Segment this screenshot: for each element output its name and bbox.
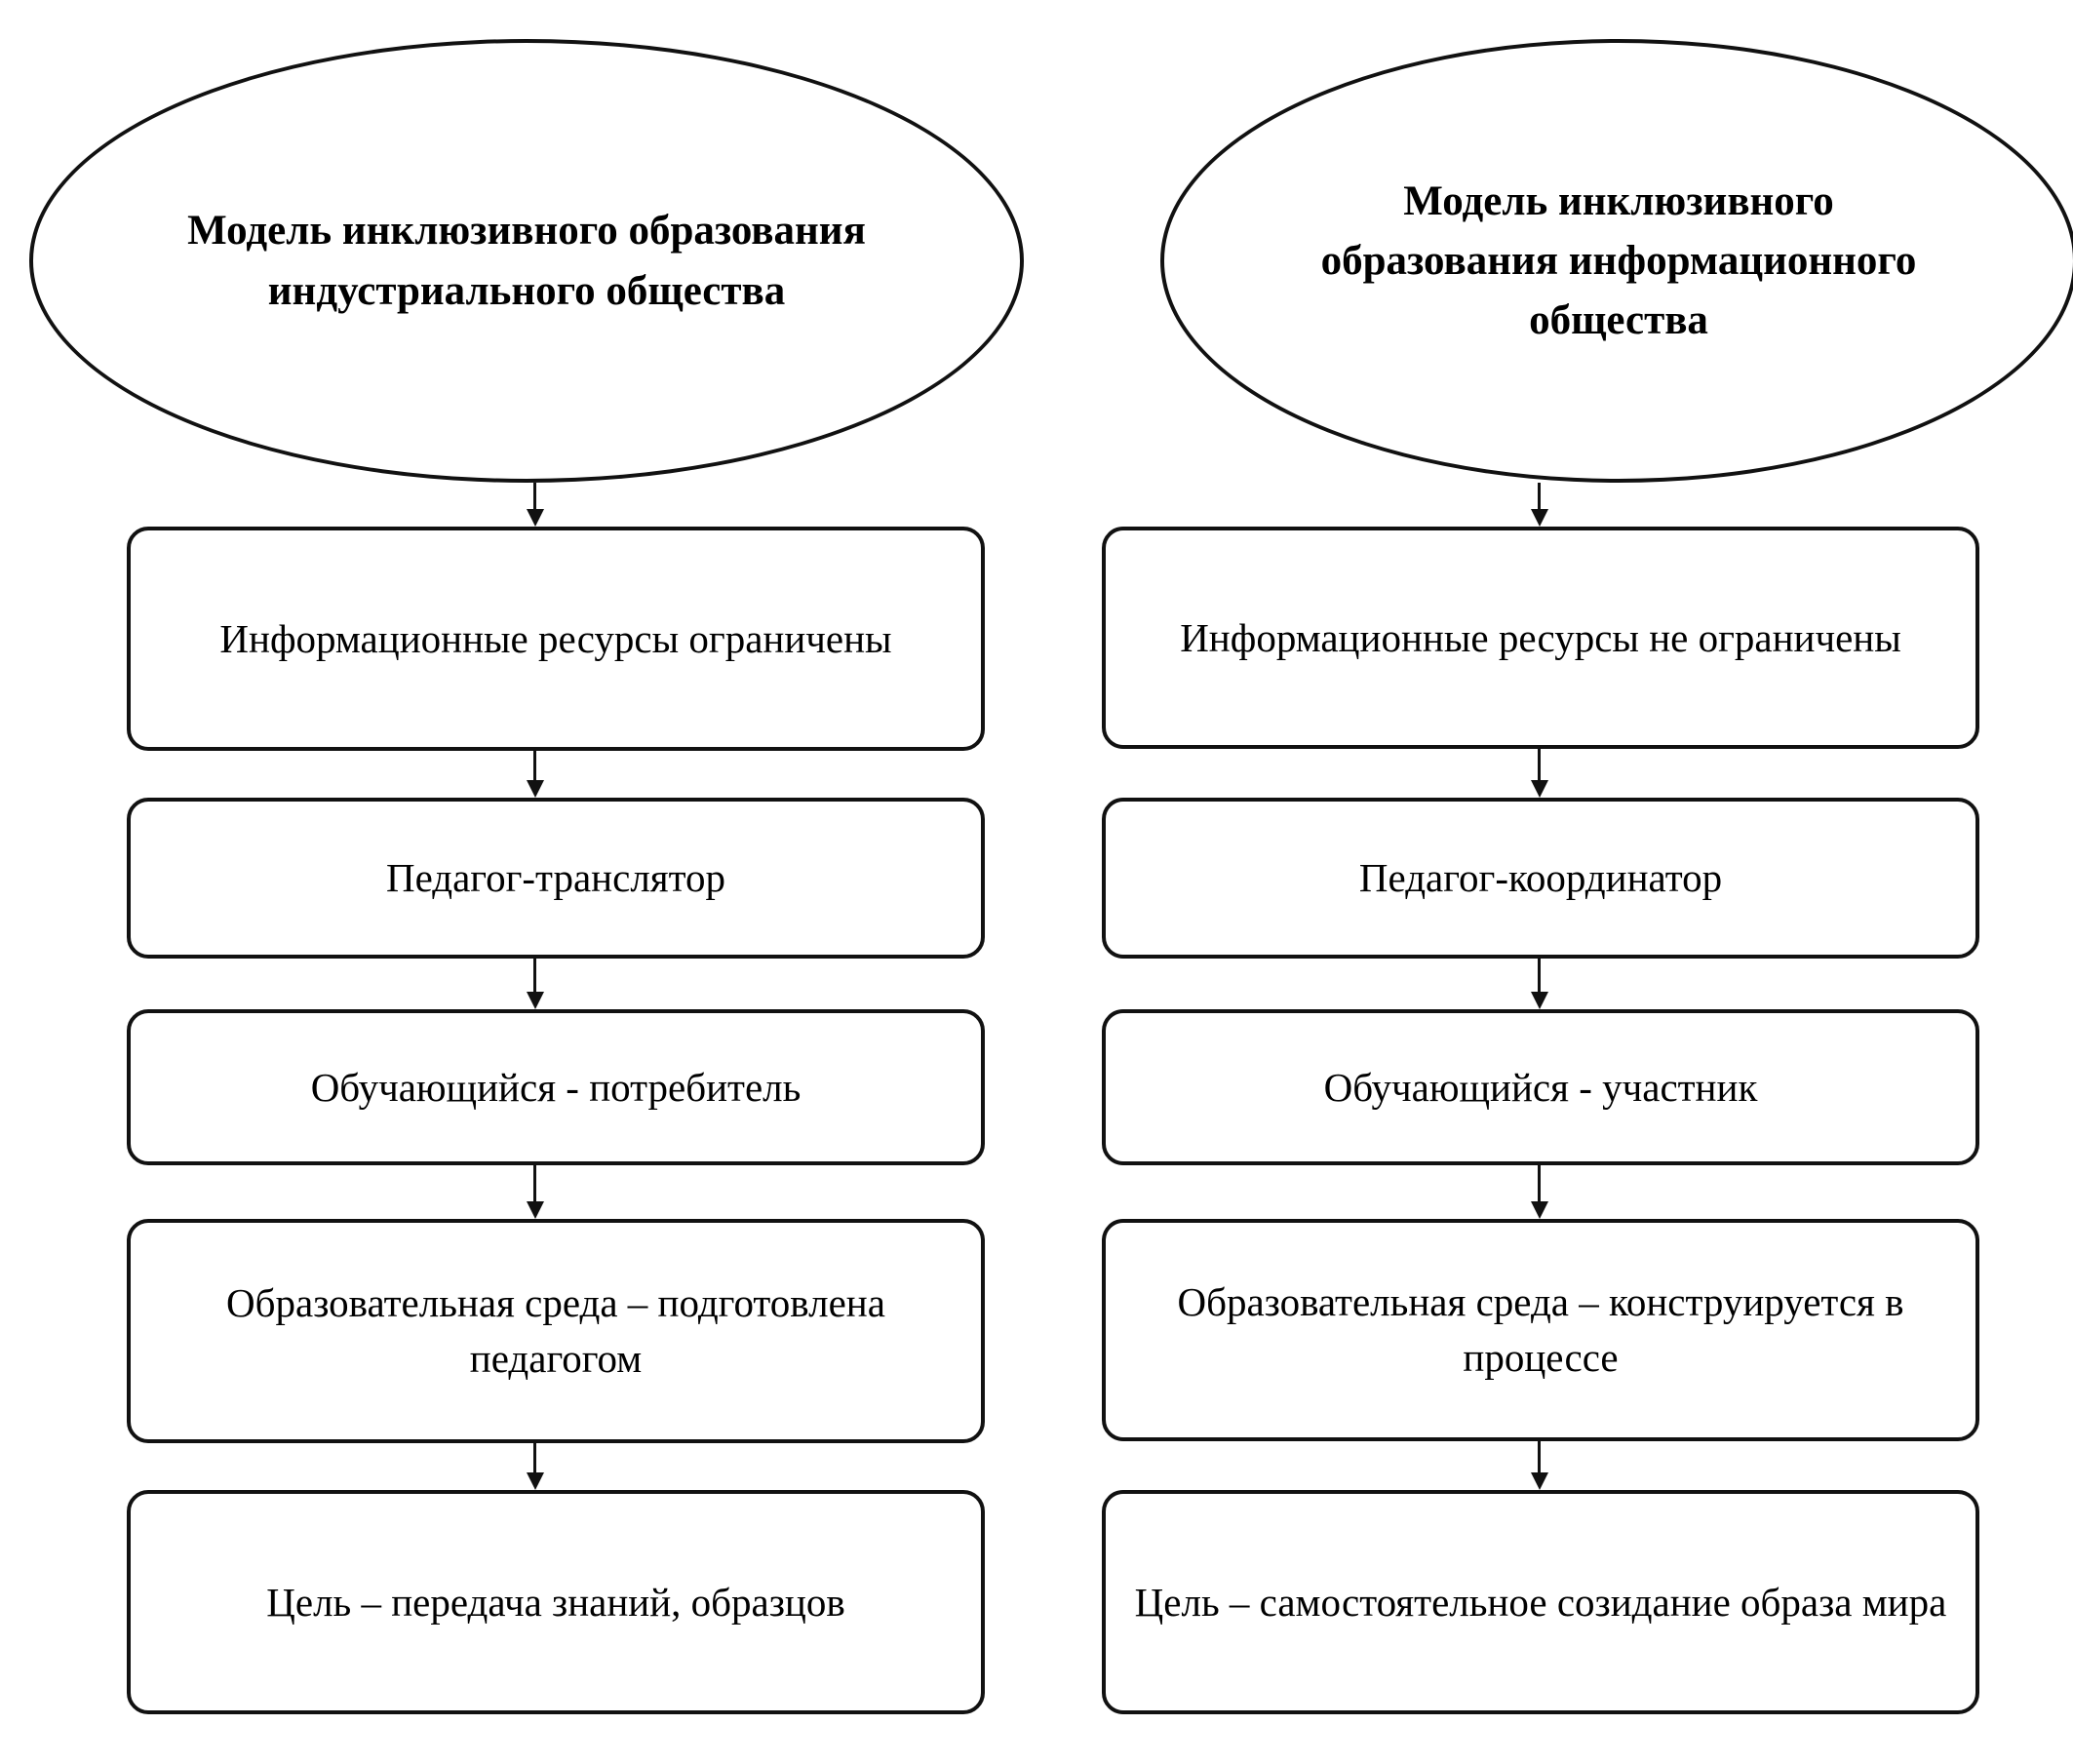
arrow-shaft (1538, 959, 1541, 994)
box-industrial-environment (127, 1219, 985, 1443)
box-information-student-label: Обучающийся - участник (1323, 1064, 1758, 1110)
arrow-information-2 (1527, 959, 1552, 1009)
box-industrial-teacher (127, 798, 985, 959)
arrow-information-3 (1527, 1165, 1552, 1219)
box-industrial-resources-label: Информационные ресурсы ограничены (219, 615, 892, 661)
box-information-goal-label: Цель – самостоятельное созидание образа мира (1134, 1579, 1947, 1625)
arrow-industrial-2 (523, 959, 548, 1009)
box-industrial-student-label: Обучающийся - потребитель (310, 1064, 802, 1110)
oval-information-model (1160, 39, 2073, 483)
arrow-head-icon (1531, 1472, 1548, 1490)
arrow-head-icon (1531, 509, 1548, 527)
arrow-head-icon (1531, 780, 1548, 798)
arrow-head-icon (1531, 992, 1548, 1009)
oval-information-model-label: Модель инклюзивного образования информационного общества (1320, 177, 1917, 344)
arrow-shaft (533, 959, 536, 994)
box-industrial-student (127, 1009, 985, 1165)
box-industrial-goal-label: Цель – передача знаний, образцов (266, 1579, 845, 1625)
arrow-information-4 (1527, 1441, 1552, 1490)
arrow-shaft (1538, 1165, 1541, 1203)
arrow-shaft (1538, 749, 1541, 782)
arrow-head-icon (527, 780, 544, 798)
box-information-teacher (1102, 798, 1979, 959)
arrow-head-icon (527, 1201, 544, 1219)
box-industrial-goal (127, 1490, 985, 1714)
oval-industrial-model (29, 39, 1024, 483)
box-industrial-environment-label: Образовательная среда – подготовлена педагогом (226, 1280, 885, 1381)
arrow-information-1 (1527, 749, 1552, 798)
arrow-shaft (533, 483, 536, 511)
column-industrial (20, 0, 995, 1764)
arrow-industrial-0 (523, 483, 548, 527)
box-information-teacher-label: Педагог-координатор (1358, 855, 1723, 901)
arrow-shaft (1538, 483, 1541, 511)
box-information-resources-label: Информационные ресурсы не ограничены (1180, 614, 1901, 660)
arrow-shaft (533, 1443, 536, 1474)
box-information-environment-label: Образовательная среда – конструируется в процессе (1177, 1279, 1904, 1380)
box-information-student (1102, 1009, 1979, 1165)
box-industrial-resources (127, 527, 985, 751)
box-information-goal (1102, 1490, 1979, 1714)
box-information-resources (1102, 527, 1979, 749)
arrow-industrial-3 (523, 1165, 548, 1219)
arrow-industrial-4 (523, 1443, 548, 1490)
arrow-shaft (533, 1165, 536, 1203)
box-industrial-teacher-label: Педагог-транслятор (385, 855, 726, 901)
box-information-environment (1102, 1219, 1979, 1441)
arrow-shaft (1538, 1441, 1541, 1474)
arrow-head-icon (527, 509, 544, 527)
oval-industrial-model-label: Модель инклюзивного образования индустриального общества (187, 208, 866, 314)
arrow-information-0 (1527, 483, 1552, 527)
arrow-head-icon (527, 1472, 544, 1490)
arrow-head-icon (1531, 1201, 1548, 1219)
column-information (1092, 0, 2067, 1764)
arrow-head-icon (527, 992, 544, 1009)
arrow-shaft (533, 751, 536, 782)
arrow-industrial-1 (523, 751, 548, 798)
